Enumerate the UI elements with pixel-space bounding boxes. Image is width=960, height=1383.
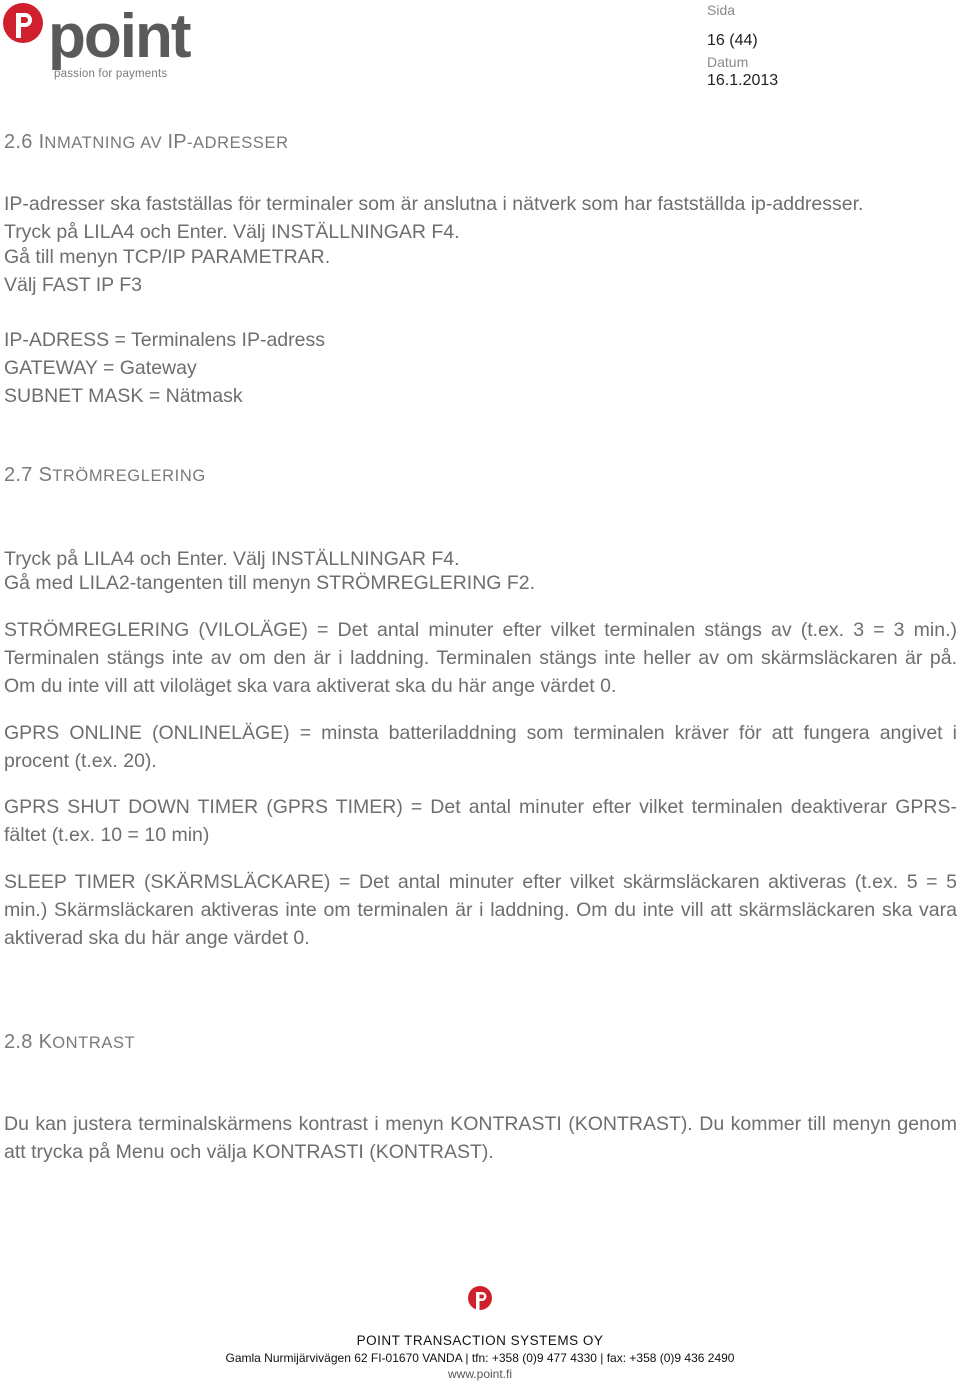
text-line: GATEWAY = Gateway <box>4 357 197 379</box>
footer-company-name: POINT TRANSACTION SYSTEMS OY <box>356 1333 604 1348</box>
paragraph-gprs-online: GPRS ONLINE (ONLINELÄGE) = minsta batteriladdning som terminalen kräver för att fungera angivet i procent (t.ex. 20). <box>4 722 957 772</box>
text-line: SUBNET MASK = Nätmask <box>4 385 243 407</box>
section-heading-2-6: 2.6 INMATNING AV IP-ADRESSER <box>4 131 289 153</box>
logo-wordmark: point <box>48 2 190 71</box>
paragraph-gprs-timer: GPRS SHUT DOWN TIMER (GPRS TIMER) = Det antal minuter efter vilket terminalen deaktiverar GPRS-fältet (t.ex. 10 = 10 min) <box>4 796 957 846</box>
text-line: IP-adresser ska fastställas för terminaler som är anslutna i nätverk som har fastställda ip-addresser. <box>4 193 864 215</box>
footer-website-link[interactable]: www.point.fi <box>447 1367 513 1381</box>
paragraph-kontrast: Du kan justera terminalskärmens kontrast i menyn KONTRASTI (KONTRAST). Du kommer till menyn genom att trycka på Menu och välja KONTRASTI (KONTRAST). <box>4 1113 957 1163</box>
text-line: Tryck på LILA4 och Enter. Välj INSTÄLLNINGAR F4. <box>4 221 460 243</box>
paragraph-stromreglering: STRÖMREGLERING (VILOLÄGE) = Det antal minuter efter vilket terminalen stängs av (t.ex. 3 = 3 min.) Terminalen stängs inte av om den är i laddning. Terminalen stängs inte heller av om skärmsläckaren är på. Om du inte vill att viloläget ska vara aktiverat ska du här ange värdet 0. <box>4 619 957 697</box>
text-line: Välj FAST IP F3 <box>4 274 143 296</box>
section-heading-2-7: 2.7 STRÖMREGLERING <box>4 464 206 486</box>
logo-tagline: passion for payments <box>54 68 168 80</box>
paragraph-sleep-timer: SLEEP TIMER (SKÄRMSLÄCKARE) = Det antal minuter efter vilket skärmsläckaren aktiveras (t.ex. 5 = 5 min.) Skärmsläckaren aktiveras inte om terminalen är i laddning. Om du inte vill att skärmsläckaren ska vara aktiverad ska du här ange värdet 0. <box>4 871 957 949</box>
page-number: 16 (44) <box>707 32 758 49</box>
text-line: Gå med LILA2-tangenten till menyn STRÖMREGLERING F2. <box>4 572 536 594</box>
point-p-logo-icon <box>2 2 48 48</box>
date-value: 16.1.2013 <box>707 72 779 89</box>
text-line: Tryck på LILA4 och Enter. Välj INSTÄLLNINGAR F4. <box>4 548 460 570</box>
date-label: Datum <box>707 54 749 70</box>
text-line: IP-ADRESS = Terminalens IP-adress <box>4 329 325 351</box>
page-label: Sida <box>707 2 736 18</box>
text-line: Gå till menyn TCP/IP PARAMETRAR. <box>4 246 331 268</box>
footer-p-logo-icon <box>466 1284 494 1314</box>
section-heading-2-8: 2.8 KONTRAST <box>4 1031 136 1053</box>
company-logo <box>2 2 202 86</box>
footer-address: Gamla Nurmijärvivägen 62 FI-01670 VANDA | tfn: +358 (0)9 477 4330 | fax: +358 (0)9 436 2490 <box>225 1351 735 1365</box>
